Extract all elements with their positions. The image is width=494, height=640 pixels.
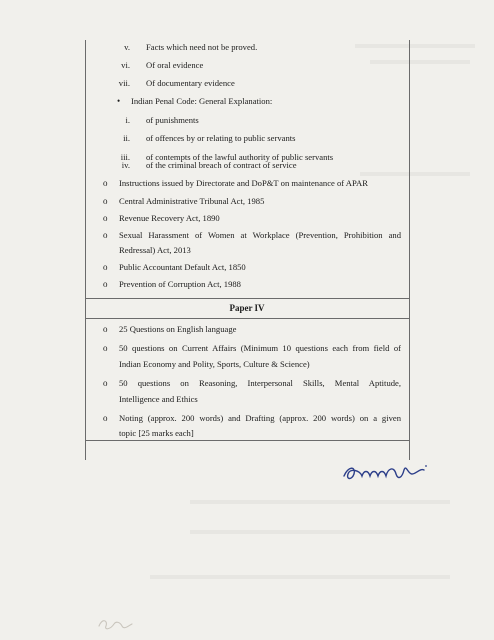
list-item-continuation: Intelligence and Ethics xyxy=(119,394,198,404)
list-item: of offences by or relating to public servants xyxy=(146,133,296,143)
open-bullet-icon: o xyxy=(103,324,108,334)
list-item: Of oral evidence xyxy=(146,60,204,70)
roman-numeral: ii. xyxy=(123,133,130,143)
list-item: of the criminal breach of contract of service xyxy=(146,160,297,170)
table-bottom-rule xyxy=(85,440,409,441)
list-item: Instructions issued by Directorate and DoP&T on maintenance of APAR xyxy=(119,178,368,188)
open-bullet-icon: o xyxy=(103,178,108,188)
list-item: Public Accountant Default Act, 1850 xyxy=(119,262,246,272)
bleed-through xyxy=(150,575,450,579)
open-bullet-icon: o xyxy=(103,343,108,353)
roman-numeral: i. xyxy=(125,115,130,125)
list-item: 25 Questions on English language xyxy=(119,324,237,334)
filled-bullet-icon: • xyxy=(117,96,121,106)
list-item: of contempts of the lawful authority of public servants xyxy=(146,152,334,162)
bleed-through xyxy=(190,500,450,504)
list-item: of punishments xyxy=(146,115,199,125)
roman-numeral: vi. xyxy=(121,60,130,70)
list-item: Prevention of Corruption Act, 1988 xyxy=(119,279,241,289)
list-item-continuation: Redressal) Act, 2013 xyxy=(119,245,191,255)
paper-iv-heading: Paper IV xyxy=(229,303,265,313)
roman-numeral: iii. xyxy=(120,152,130,162)
list-item: Of documentary evidence xyxy=(146,78,235,88)
list-item: 50 questions on Current Affairs (Minimum 10 questions each from field of xyxy=(119,343,401,353)
open-bullet-icon: o xyxy=(103,213,108,223)
open-bullet-icon: o xyxy=(103,378,108,388)
section-rule xyxy=(85,318,409,319)
bleed-through xyxy=(190,530,410,534)
roman-numeral: vii. xyxy=(118,78,130,88)
list-item-continuation: topic [25 marks each] xyxy=(119,428,194,438)
section-rule xyxy=(85,298,409,299)
roman-numeral: v. xyxy=(124,42,130,52)
list-item: Facts which need not be proved. xyxy=(146,42,258,52)
list-item: Sexual Harassment of Women at Workplace (Prevention, Prohibition and xyxy=(119,230,401,240)
faint-initials-mark xyxy=(96,612,136,634)
open-bullet-icon: o xyxy=(103,413,108,423)
list-item: Noting (approx. 200 words) and Drafting (approx. 200 words) on a given xyxy=(119,413,401,423)
open-bullet-icon: o xyxy=(103,279,108,289)
open-bullet-icon: o xyxy=(103,262,108,272)
list-item: 50 questions on Reasoning, Interpersonal Skills, Mental Aptitude, xyxy=(119,378,401,388)
roman-numeral: iv. xyxy=(121,160,130,170)
ipc-heading: Indian Penal Code: General Explanation: xyxy=(131,96,273,106)
list-item: Revenue Recovery Act, 1890 xyxy=(119,213,220,223)
list-item: Central Administrative Tribunal Act, 1985 xyxy=(119,196,265,206)
list-item-continuation: Indian Economy and Polity, Sports, Culture & Science) xyxy=(119,359,310,369)
open-bullet-icon: o xyxy=(103,230,108,240)
handwritten-signature xyxy=(340,458,430,488)
open-bullet-icon: o xyxy=(103,196,108,206)
